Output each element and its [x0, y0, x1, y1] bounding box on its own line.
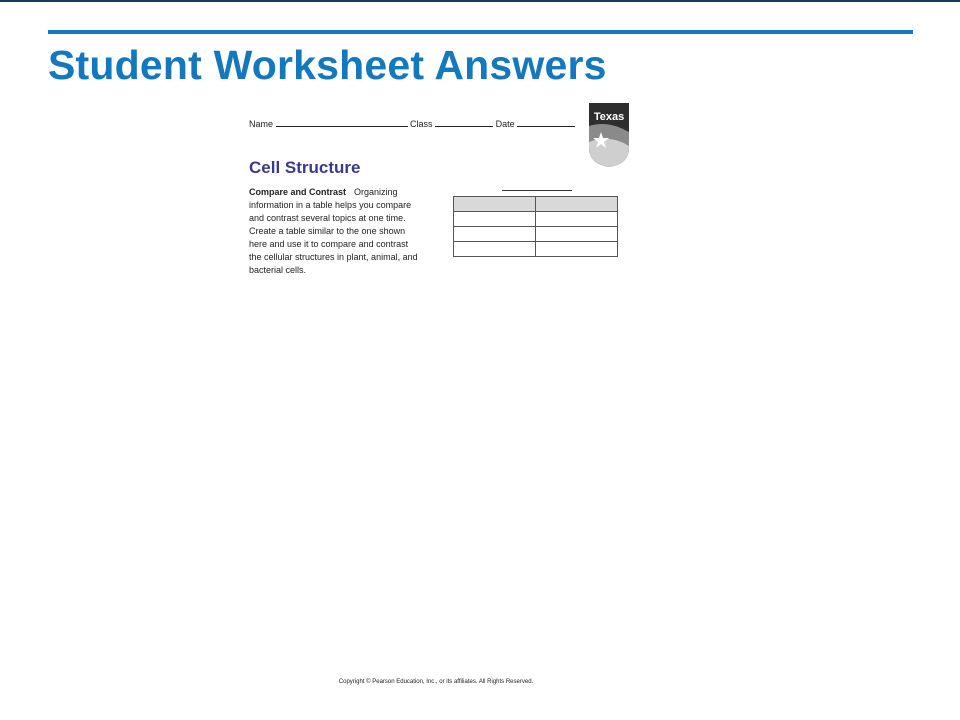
compare-contrast-text [249, 186, 423, 277]
table-header-row [454, 197, 618, 212]
badge-label: Texas [593, 111, 625, 123]
compare-table [453, 196, 618, 257]
table-cell [454, 212, 536, 227]
slide-title: Student Worksheet Answers [48, 42, 607, 88]
name-label: Name [249, 119, 274, 129]
compare-body: Organizing information in a table helps you compare and contrast several topics at one time. Create a table similar to the one shown here and use it to compare and contrast the cellular structures in plant, animal, and bacterial cells. [249, 187, 418, 275]
table-row [454, 242, 618, 257]
table-row [454, 227, 618, 242]
worksheet-title: Cell Structure [249, 158, 361, 177]
class-blank [435, 118, 493, 127]
compare-heading: Compare and Contrast [249, 187, 347, 197]
name-blank [276, 118, 408, 127]
title-rule [48, 30, 913, 34]
table-cell [536, 242, 618, 257]
table-cell [454, 242, 536, 257]
date-blank [517, 118, 575, 127]
table-cell [454, 227, 536, 242]
class-label: Class [410, 119, 433, 129]
table-row [454, 212, 618, 227]
top-border [0, 0, 960, 2]
table-cell [536, 197, 618, 212]
copyright-footer: Copyright © Pearson Education, Inc., or its affiliates. All Rights Reserved. [338, 679, 534, 685]
texas-badge [588, 102, 630, 168]
table-cell [454, 197, 536, 212]
worksheet-header [249, 118, 575, 129]
worksheet-image [249, 102, 633, 292]
table-caption-line [502, 190, 572, 191]
date-label: Date [495, 119, 515, 129]
table-cell [536, 227, 618, 242]
table-cell [536, 212, 618, 227]
